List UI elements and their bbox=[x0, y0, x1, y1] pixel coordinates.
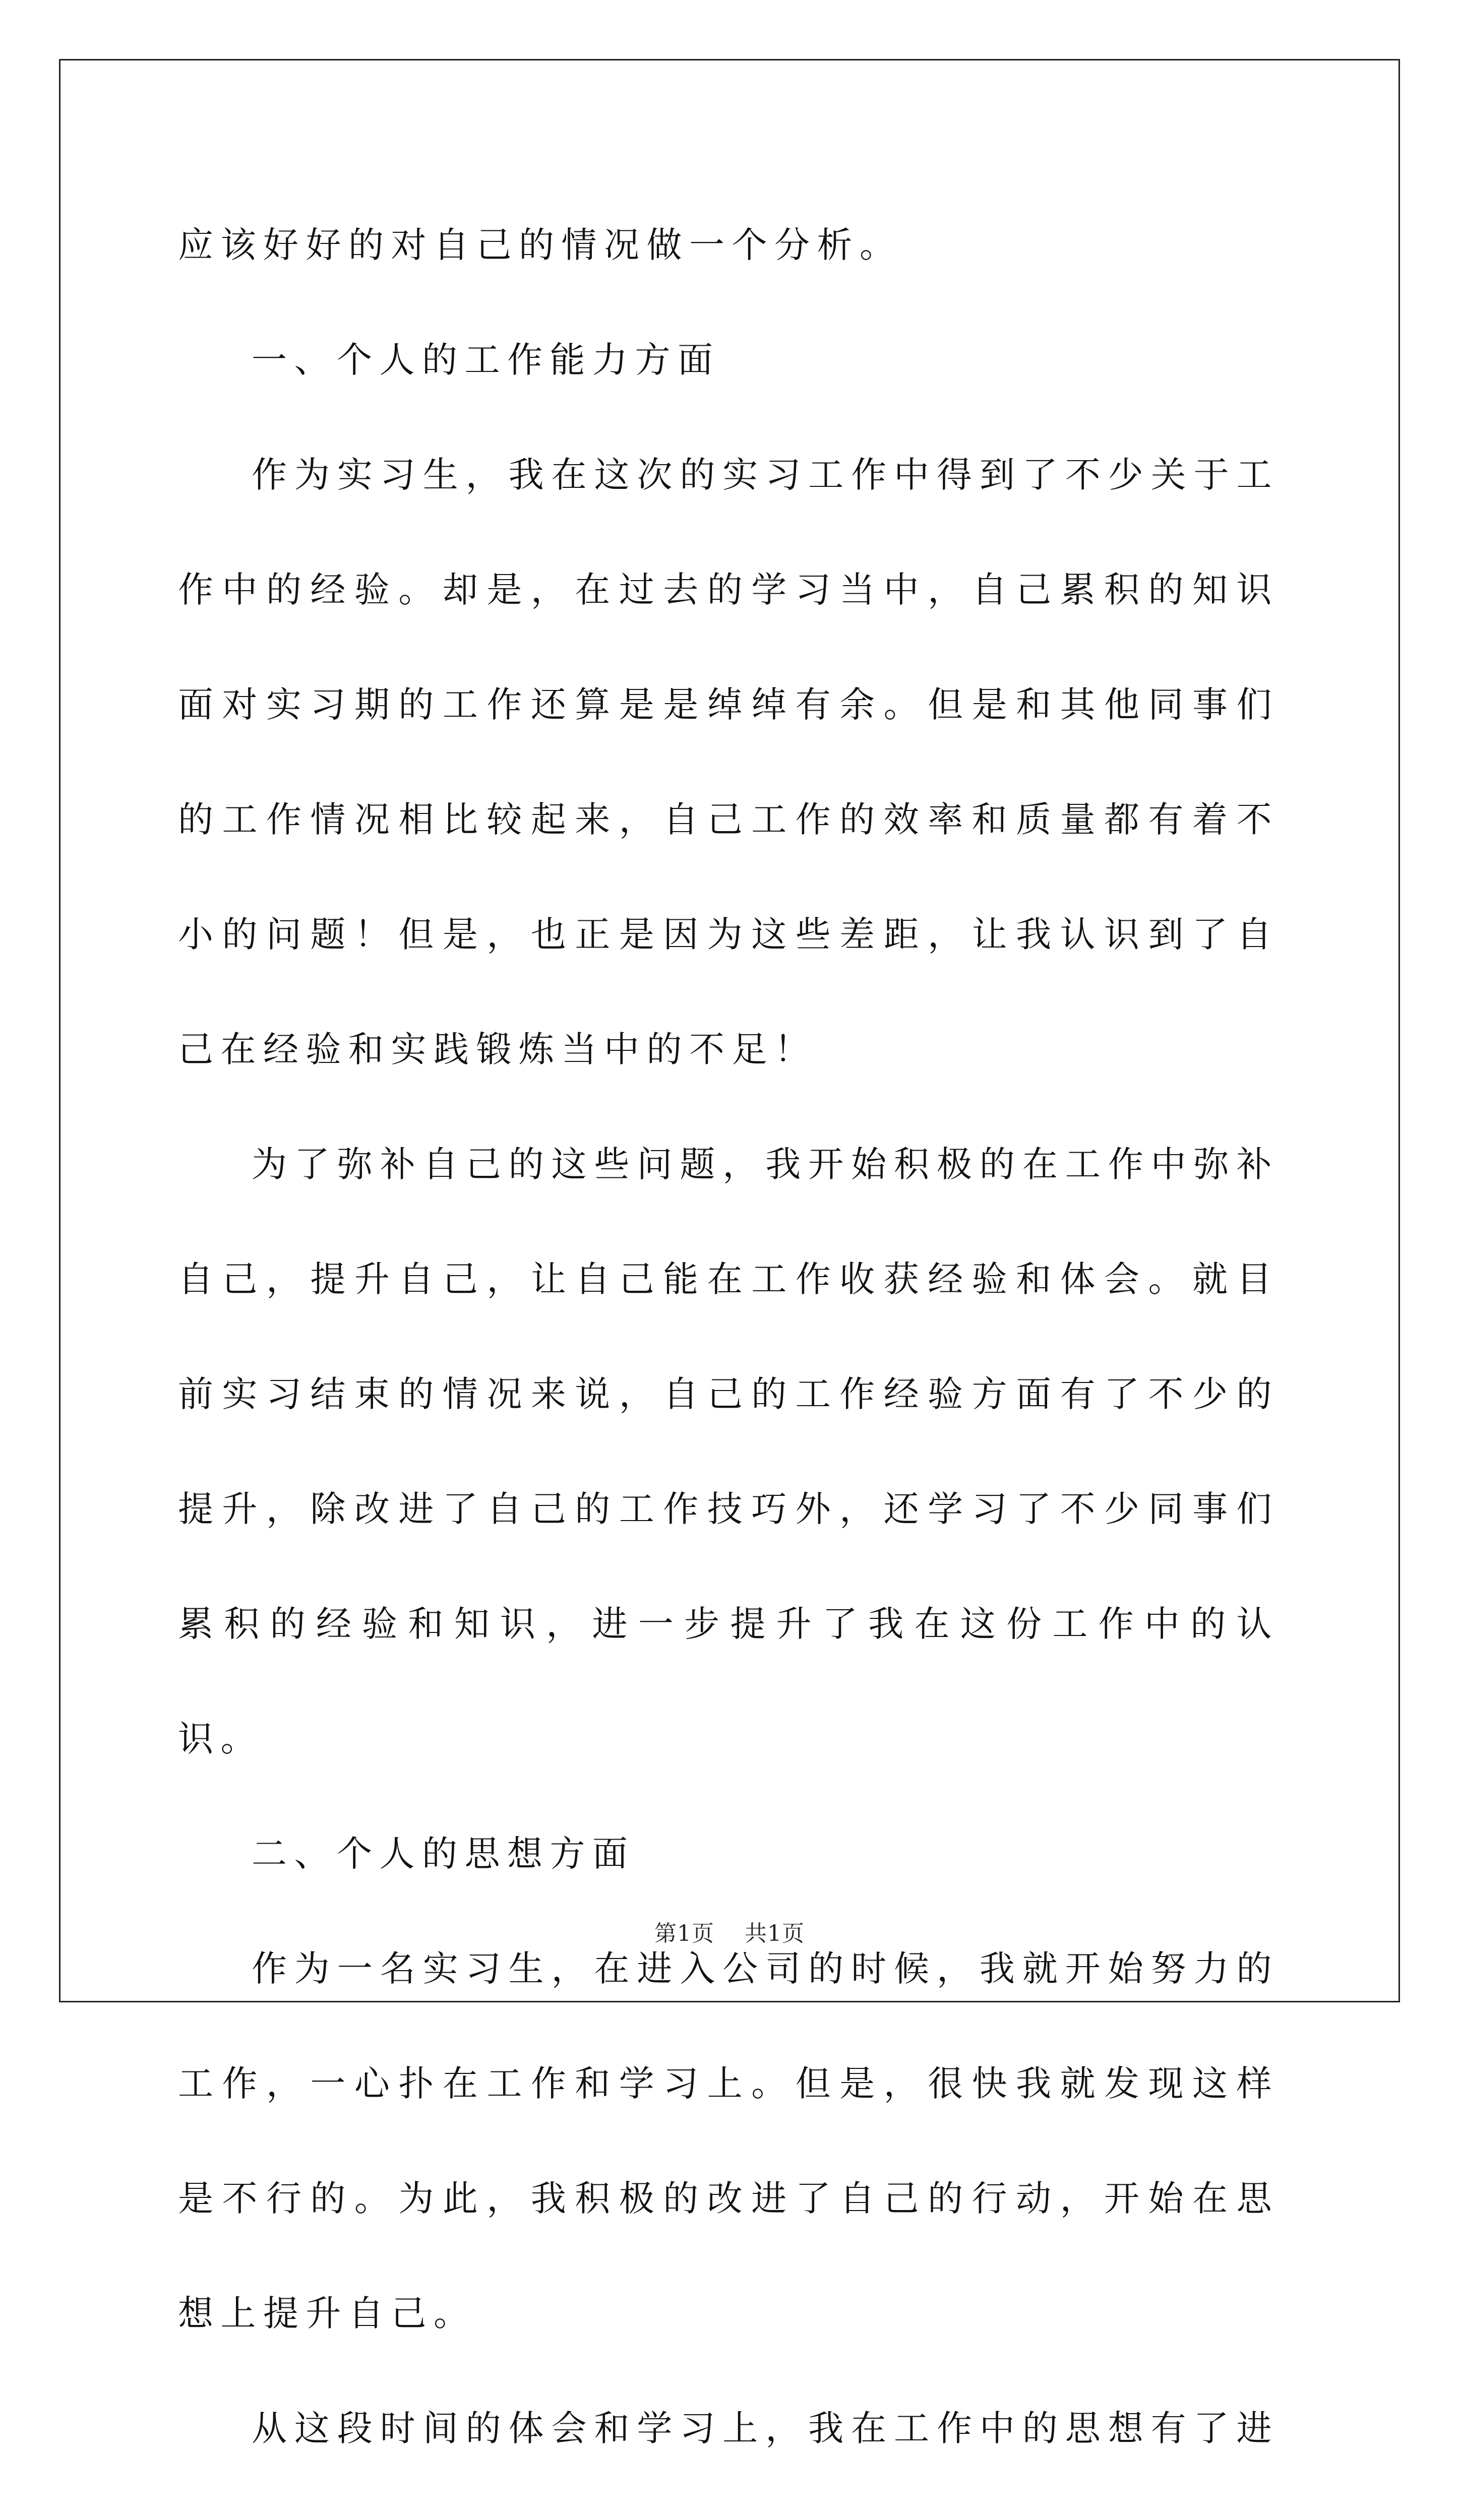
paragraph-continuation: 应该好好的对自己的情况做一个分析。 bbox=[178, 224, 902, 266]
paragraph-self-improvement: 为了弥补自己的这些问题，我开始积极的在工作中弥补自己，提升自己，让自己能在工作收获经验和体会。就目前实习结束的情况来说，自己的工作经验方面有了不少的提升，除改进了自己的工作技巧外，还学习了不少同事们累积的经验和知识，进一步提升了我在这份工作中的认识。 bbox=[178, 1144, 1279, 1759]
paragraph-work-experience: 作为实习生，我在这次的实习工作中得到了不少关于工作中的经验。却是，在过去的学习当中，自己累积的知识面对实习期的工作还算是是绰绰有余。但是和其他同事们的工作情况相比较起来，自己工作的效率和质量都有着不小的问题！但是，也正是因为这些差距，让我认识到了自己在经验和实践锻炼当中的不足！ bbox=[178, 454, 1279, 1070]
paragraph-intern-attitude: 作为一名实习生，在进入公司的时候，我就开始努力的工作，一心扑在工作和学习上。但是，很快我就发现这样是不行的。为此，我积极的改进了自己的行动，开始在思想上提升自己。 bbox=[178, 1948, 1279, 2334]
paragraph-thinking-progress: 从这段时间的体会和学习上，我在工作中的思想有了进 bbox=[252, 2408, 1279, 2449]
document-body bbox=[178, 187, 1279, 2520]
page-number: 第1页 bbox=[654, 1921, 714, 1946]
page-total: 共1页 bbox=[745, 1921, 805, 1946]
section-heading-thinking: 二、个人的思想方面 bbox=[252, 1833, 635, 1874]
section-heading-work-ability: 一、个人的工作能力方面 bbox=[252, 339, 720, 381]
page-footer bbox=[0, 1915, 1459, 1947]
